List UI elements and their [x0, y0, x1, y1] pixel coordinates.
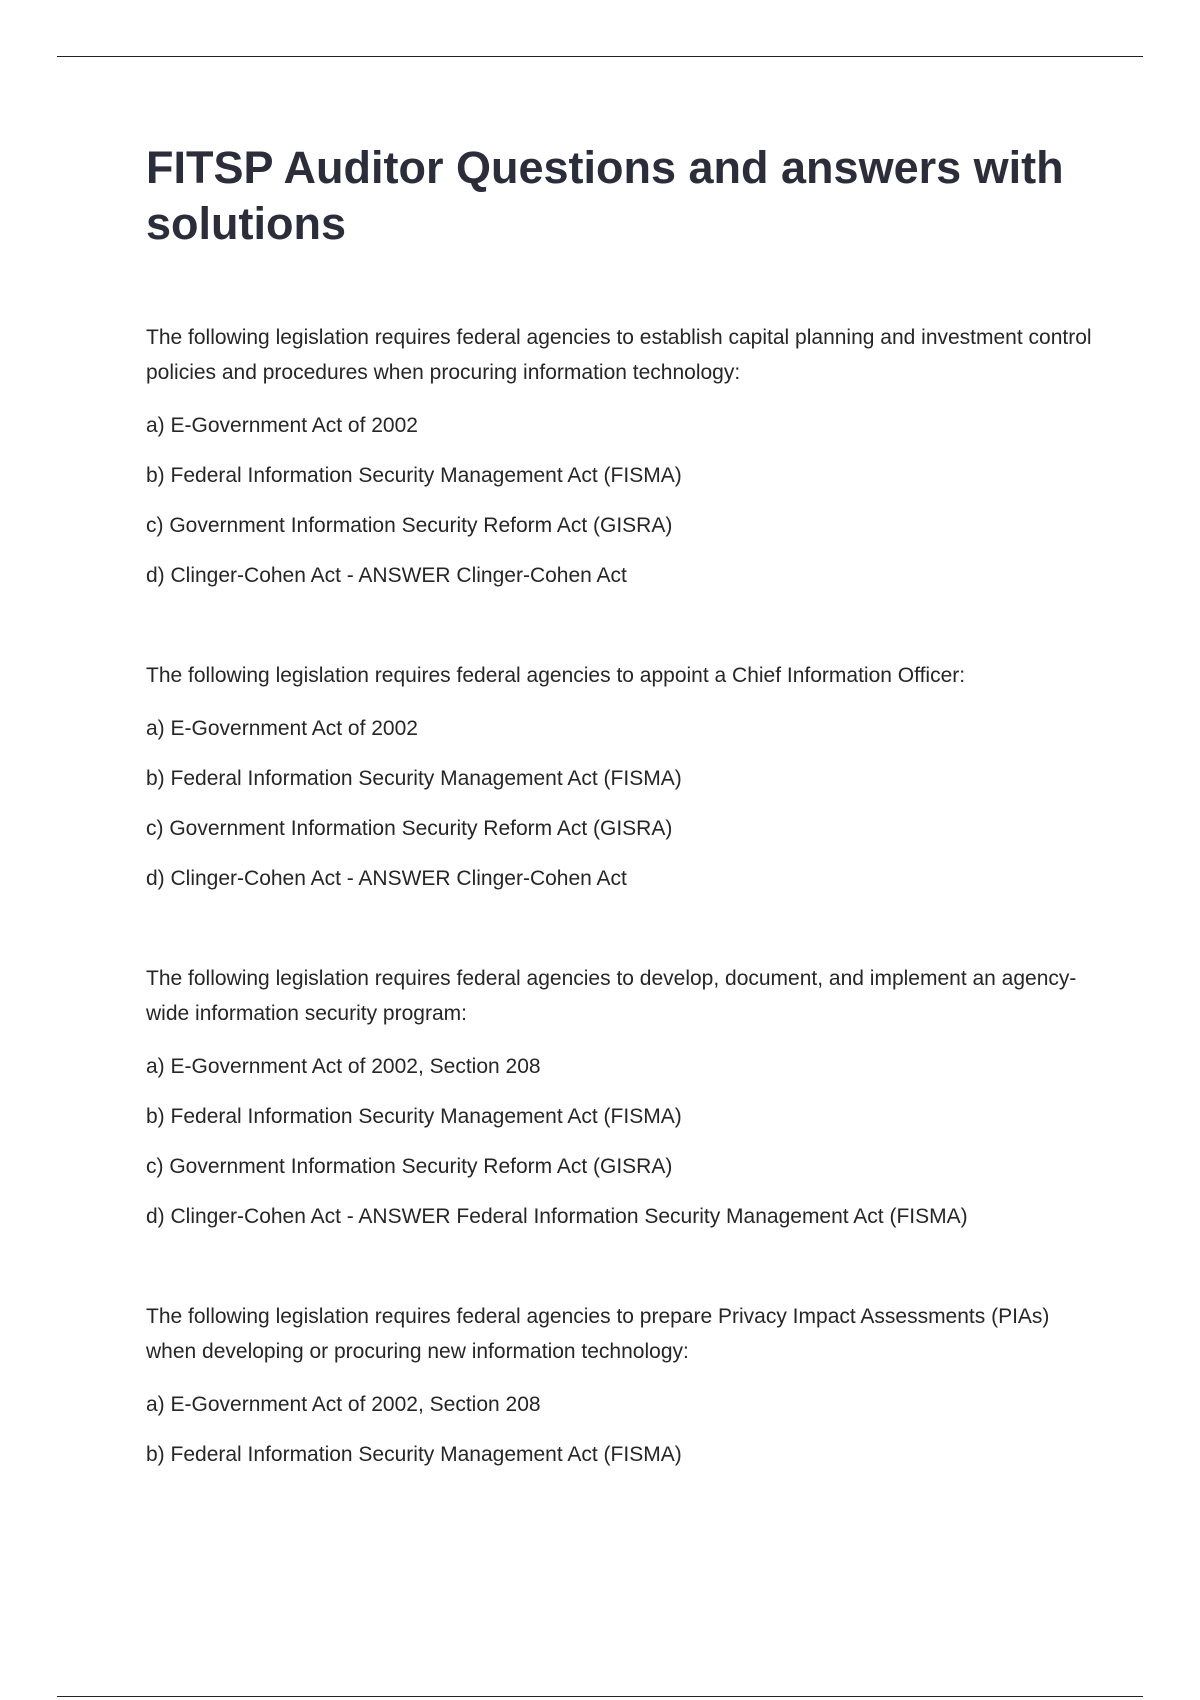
footer-rule [57, 1696, 1143, 1697]
question-block-2 [146, 658, 1096, 893]
answer-option-a: a) E-Government Act of 2002 [146, 717, 418, 740]
answer-option-b: b) Federal Information Security Management Act (FISMA) [146, 767, 682, 790]
answer-option-c: c) Government Information Security Reform Act (GISRA) [146, 1155, 673, 1178]
answer-option-d: d) Clinger-Cohen Act - ANSWER Clinger-Cohen Act [146, 564, 627, 587]
answer-option-a: a) E-Government Act of 2002 [146, 414, 418, 437]
answer-option-a: a) E-Government Act of 2002, Section 208 [146, 1055, 541, 1078]
answer-option-d: d) Clinger-Cohen Act - ANSWER Federal Information Security Management Act (FISMA) [146, 1205, 968, 1228]
question-block-1 [146, 320, 1096, 590]
answer-option-a: a) E-Government Act of 2002, Section 208 [146, 1393, 541, 1416]
document-body [146, 140, 1096, 1537]
answer-option-b: b) Federal Information Security Management Act (FISMA) [146, 1105, 682, 1128]
answer-option-d: d) Clinger-Cohen Act - ANSWER Clinger-Cohen Act [146, 867, 627, 890]
question-text: The following legislation requires federal agencies to develop, document, and implement an agency-wide information security program: [146, 967, 1077, 1025]
question-block-3 [146, 961, 1096, 1231]
document-title: FITSP Auditor Questions and answers with solutions [146, 142, 1064, 249]
question-text: The following legislation requires federal agencies to prepare Privacy Impact Assessments (PIAs) when developing or procuring new information technology: [146, 1305, 1050, 1363]
answer-option-c: c) Government Information Security Reform Act (GISRA) [146, 514, 673, 537]
answer-option-b: b) Federal Information Security Management Act (FISMA) [146, 464, 682, 487]
question-text: The following legislation requires federal agencies to appoint a Chief Information Officer: [146, 664, 966, 687]
question-text: The following legislation requires federal agencies to establish capital planning and investment control policies and procedures when procuring information technology: [146, 326, 1092, 384]
answer-option-b: b) Federal Information Security Management Act (FISMA) [146, 1443, 682, 1466]
header-rule [57, 56, 1143, 57]
answer-option-c: c) Government Information Security Reform Act (GISRA) [146, 817, 673, 840]
question-block-4 [146, 1299, 1096, 1469]
